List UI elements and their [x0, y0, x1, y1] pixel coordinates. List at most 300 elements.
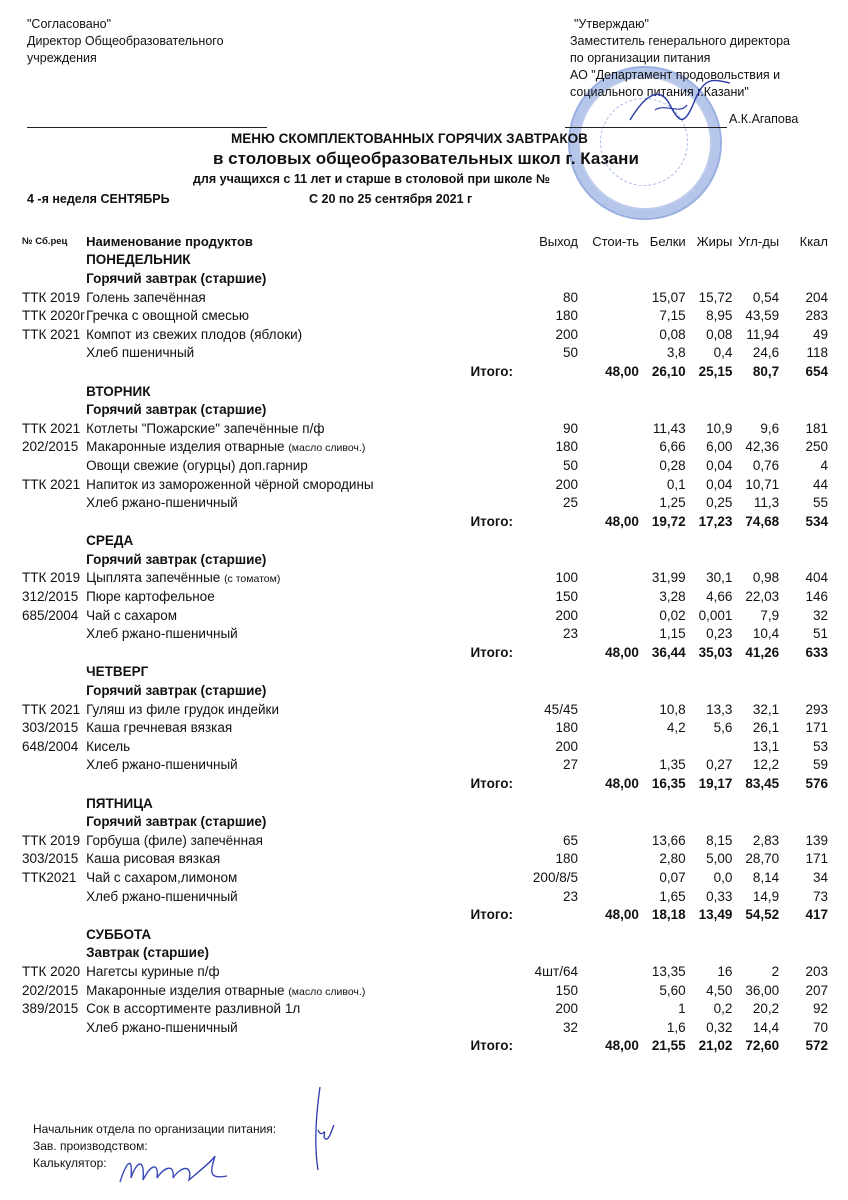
carbs-value: 26,1	[752, 720, 780, 736]
total-fat: 17,23	[698, 513, 733, 529]
cost-value	[578, 475, 639, 494]
empty-cell	[22, 681, 86, 700]
protein-value: 0,08	[659, 326, 686, 342]
table-row	[22, 981, 828, 1000]
carbs-value: 11,94	[746, 326, 780, 342]
cost-value	[578, 587, 639, 606]
total-carbs: 83,45	[745, 776, 780, 792]
recipe-code: ТТК 2019	[22, 570, 81, 586]
cost-value	[578, 288, 639, 307]
dish-note: (масло сливоч.)	[288, 442, 366, 455]
fat-value: 4,50	[706, 982, 733, 998]
recipe-code: 648/2004	[22, 738, 79, 754]
kcal-value: 44	[812, 476, 828, 492]
total-label: Итого:	[470, 1038, 514, 1054]
day-heading-row	[22, 251, 828, 270]
kcal-value: 59	[812, 757, 828, 773]
fat-value: 13,3	[706, 701, 733, 717]
empty-cell	[779, 532, 828, 551]
empty-cell	[22, 905, 86, 924]
dish-name-text: Компот из свежих плодов (яблоки)	[86, 326, 303, 342]
day-heading: ПЯТНИЦА	[86, 795, 153, 811]
table-row	[22, 850, 828, 869]
carbs-value: 7,9	[760, 607, 780, 623]
recipe-code: 202/2015	[22, 982, 79, 998]
dish-name-text: Макаронные изделия отварные	[86, 439, 289, 455]
carbs-value: 36,00	[745, 982, 780, 998]
carbs-value: 12,2	[752, 757, 780, 773]
empty-cell	[779, 663, 828, 682]
output-value: 200	[555, 738, 578, 754]
output-value: 4шт/64	[534, 963, 578, 979]
cost-value	[578, 624, 639, 643]
table-row	[22, 887, 828, 906]
recipe-code: 312/2015	[22, 589, 79, 605]
dish-name-text: Каша гречневая вязкая	[86, 720, 233, 736]
empty-cell	[22, 1037, 86, 1056]
recipe-code: ТТК 2021	[22, 420, 81, 436]
protein-value: 7,15	[659, 308, 686, 324]
empty-cell	[686, 550, 733, 569]
fat-value: 4,66	[706, 589, 733, 605]
output-value: 150	[555, 589, 578, 605]
fat-value: 0,33	[706, 888, 733, 904]
dish-note: (с томатом)	[224, 573, 281, 586]
table-row	[22, 587, 828, 606]
empty-cell	[22, 251, 86, 270]
dish-name	[86, 325, 519, 344]
protein-value: 6,66	[659, 439, 686, 455]
carbs-value: 10,71	[745, 476, 780, 492]
dish-name-text: Горбуша (филе) запечённая	[86, 832, 263, 848]
dish-name	[86, 831, 519, 850]
approval-right-line4: социального питания г.Казани"	[570, 85, 749, 99]
fat-value: 5,6	[713, 720, 733, 736]
table-row	[22, 493, 828, 512]
table-row	[22, 624, 828, 643]
protein-value: 1,15	[659, 626, 686, 642]
protein-value: 2,80	[659, 851, 686, 867]
approval-right-line1: Заместитель генерального директора	[570, 34, 791, 48]
col-output: Выход	[539, 233, 578, 249]
approval-right-line2: по организации питания	[570, 51, 711, 65]
recipe-code	[22, 756, 86, 775]
empty-cell	[519, 794, 578, 813]
empty-cell	[686, 681, 733, 700]
dish-name	[86, 1018, 519, 1037]
approval-left-label: "Согласовано"	[27, 17, 112, 31]
recipe-code: ТТК 2019	[22, 289, 81, 305]
protein-value: 1,6	[666, 1019, 686, 1035]
col-name: Наименование продуктов	[86, 233, 253, 249]
empty-cell	[519, 362, 578, 381]
dish-name	[86, 419, 519, 438]
output-value: 23	[562, 888, 578, 904]
empty-cell	[732, 663, 779, 682]
recipe-code: 202/2015	[22, 439, 79, 455]
empty-cell	[779, 944, 828, 963]
output-value: 50	[562, 457, 578, 473]
table-row	[22, 999, 828, 1018]
output-value: 100	[555, 570, 578, 586]
empty-cell	[519, 550, 578, 569]
signature-director-icon	[625, 75, 735, 130]
total-kcal: 417	[805, 907, 828, 923]
empty-cell	[686, 794, 733, 813]
empty-cell	[639, 925, 686, 944]
protein-value: 1,25	[659, 495, 686, 511]
output-value: 32	[562, 1019, 578, 1035]
total-kcal: 572	[805, 1038, 828, 1054]
empty-cell	[779, 251, 828, 270]
empty-cell	[519, 532, 578, 551]
fat-value: 8,15	[706, 832, 733, 848]
empty-cell	[732, 794, 779, 813]
protein-value: 1	[678, 1001, 686, 1017]
fat-value: 0,04	[706, 476, 733, 492]
carbs-value: 0,98	[752, 570, 780, 586]
dish-name	[86, 850, 519, 869]
approval-left-line1: Директор Общеобразовательного	[27, 34, 224, 48]
fat-value: 0,08	[706, 326, 733, 342]
total-row	[22, 774, 828, 793]
total-cost: 48,00	[605, 1038, 639, 1054]
empty-cell	[639, 681, 686, 700]
empty-cell	[578, 925, 639, 944]
meal-heading-row	[22, 400, 828, 419]
carbs-value: 24,6	[752, 345, 780, 361]
footer-production-manager: Зав. производством:	[33, 1139, 148, 1153]
carbs-value: 14,4	[752, 1019, 780, 1035]
total-carbs: 80,7	[752, 363, 780, 379]
total-protein: 16,35	[651, 776, 686, 792]
day-heading: СУББОТА	[86, 926, 152, 942]
cost-value	[578, 493, 639, 512]
total-cost: 48,00	[605, 363, 639, 379]
fat-value: 0,32	[706, 1019, 733, 1035]
dish-name	[86, 999, 519, 1018]
signature-calculator-icon	[115, 1150, 235, 1190]
cost-value	[578, 606, 639, 625]
dish-name-text: Овощи свежие (огурцы) доп.гарнир	[86, 457, 308, 473]
dish-name-text: Гречка с овощной смесью	[86, 308, 250, 324]
recipe-code: ТТК 2021	[22, 701, 81, 717]
empty-cell	[519, 944, 578, 963]
day-heading: СРЕДА	[86, 533, 134, 549]
empty-cell	[732, 532, 779, 551]
dish-name-text: Гуляш из филе грудок индейки	[86, 701, 279, 717]
empty-cell	[686, 400, 733, 419]
table-row	[22, 606, 828, 625]
footer-head-of-department: Начальник отдела по организации питания:	[33, 1122, 277, 1136]
empty-cell	[22, 643, 86, 662]
total-kcal: 534	[805, 513, 828, 529]
cost-value	[578, 737, 639, 756]
protein-value	[639, 737, 686, 756]
footer-calculator: Калькулятор:	[33, 1156, 107, 1170]
output-value: 25	[562, 495, 578, 511]
kcal-value: 49	[812, 326, 828, 342]
output-value: 200	[555, 476, 578, 492]
dish-name-text: Котлеты "Пожарские" запечённые п/ф	[86, 420, 325, 436]
empty-cell	[519, 681, 578, 700]
dish-note: (масло сливоч.)	[288, 985, 366, 998]
spacer-row	[22, 1055, 828, 1056]
cost-value	[578, 419, 639, 438]
total-carbs: 74,68	[745, 513, 780, 529]
output-value: 200	[555, 1001, 578, 1017]
kcal-value: 73	[812, 888, 828, 904]
kcal-value: 92	[812, 1001, 828, 1017]
output-value: 180	[555, 720, 578, 736]
empty-cell	[22, 944, 86, 963]
output-value: 150	[555, 982, 578, 998]
total-row	[22, 512, 828, 531]
empty-cell	[519, 643, 578, 662]
total-protein: 36,44	[651, 644, 686, 660]
total-carbs: 41,26	[745, 644, 780, 660]
dish-name-text: Голень запечённая	[86, 289, 206, 305]
empty-cell	[639, 400, 686, 419]
protein-value: 0,28	[659, 457, 686, 473]
dish-name-text: Напиток из замороженной чёрной смородины	[86, 476, 374, 492]
dish-name-text: Хлеб ржано-пшеничный	[86, 1019, 238, 1035]
fat-value: 0,0	[713, 869, 733, 885]
empty-cell	[519, 400, 578, 419]
empty-cell	[578, 269, 639, 288]
total-carbs: 54,52	[745, 907, 780, 923]
output-value: 200/8/5	[532, 869, 578, 885]
kcal-value: 171	[805, 851, 828, 867]
total-label: Итого:	[470, 644, 514, 660]
empty-cell	[686, 944, 733, 963]
table-row	[22, 1018, 828, 1037]
empty-cell	[22, 532, 86, 551]
empty-cell	[639, 794, 686, 813]
meal-heading: Горячий завтрак (старшие)	[86, 683, 267, 699]
kcal-value: 53	[812, 738, 828, 754]
empty-cell	[519, 774, 578, 793]
empty-cell	[732, 382, 779, 401]
kcal-value: 250	[805, 439, 828, 455]
dish-name-text: Хлеб ржано-пшеничный	[86, 626, 238, 642]
meal-heading-row	[22, 812, 828, 831]
protein-value: 1,35	[659, 757, 686, 773]
empty-cell	[578, 400, 639, 419]
table-row	[22, 756, 828, 775]
meal-heading-row	[22, 944, 828, 963]
total-row	[22, 1037, 828, 1056]
empty-cell	[578, 812, 639, 831]
title-line3: для учащихся с 11 лет и старше в столовой при школе №	[193, 172, 550, 186]
day-heading-row	[22, 532, 828, 551]
protein-value: 10,8	[659, 701, 686, 717]
col-kcal: Ккал	[799, 233, 828, 249]
empty-cell	[732, 944, 779, 963]
cost-value	[578, 325, 639, 344]
dish-name-text: Нагетсы куриные п/ф	[86, 963, 220, 979]
dish-name-text: Чай с сахаром	[86, 607, 178, 623]
kcal-value: 283	[805, 308, 828, 324]
output-value: 180	[555, 851, 578, 867]
dish-name-text: Чай с сахаром,лимоном	[86, 869, 238, 885]
dish-name-text: Кисель	[86, 738, 131, 754]
empty-cell	[22, 512, 86, 531]
output-value: 200	[555, 607, 578, 623]
empty-cell	[519, 269, 578, 288]
empty-cell	[732, 550, 779, 569]
fat-value: 10,9	[706, 420, 733, 436]
period-label: С 20 по 25 сентября 2021 г	[309, 192, 473, 206]
meal-heading: Горячий завтрак (старшие)	[86, 551, 267, 567]
col-fat: Жиры	[696, 233, 733, 249]
dish-name-text: Хлеб ржано-пшеничный	[86, 495, 238, 511]
dish-name-text: Сок в ассортименте разливной 1л	[86, 1001, 301, 1017]
empty-cell	[779, 925, 828, 944]
kcal-value: 70	[812, 1019, 828, 1035]
recipe-code	[22, 456, 86, 475]
approval-right-label: "Утверждаю"	[574, 17, 649, 31]
meal-heading-row	[22, 550, 828, 569]
output-value: 180	[555, 439, 578, 455]
total-cost: 48,00	[605, 776, 639, 792]
fat-value: 5,00	[706, 851, 733, 867]
spacer-cell	[22, 1055, 828, 1056]
dish-name	[86, 962, 519, 981]
cost-value	[578, 438, 639, 457]
protein-value: 3,8	[666, 345, 686, 361]
output-value: 50	[562, 345, 578, 361]
cost-value	[578, 868, 639, 887]
table-row	[22, 306, 828, 325]
empty-cell	[639, 663, 686, 682]
protein-value: 0,02	[659, 607, 686, 623]
empty-cell	[519, 512, 578, 531]
dish-name-text: Хлеб ржано-пшеничный	[86, 757, 238, 773]
total-fat: 21,02	[698, 1038, 733, 1054]
recipe-code: ТТК 2021	[22, 326, 81, 342]
kcal-value: 404	[805, 570, 828, 586]
empty-cell	[578, 944, 639, 963]
carbs-value: 2,83	[752, 832, 780, 848]
empty-cell	[686, 663, 733, 682]
kcal-value: 4	[820, 457, 828, 473]
fat-value: 16	[717, 963, 733, 979]
signature-head-icon	[308, 1085, 338, 1175]
recipe-code	[22, 887, 86, 906]
meal-heading: Горячий завтрак (старшие)	[86, 270, 267, 286]
empty-cell	[686, 532, 733, 551]
dish-name-text: Макаронные изделия отварные	[86, 982, 289, 998]
table-row	[22, 569, 828, 588]
empty-cell	[639, 382, 686, 401]
carbs-value: 22,03	[745, 589, 780, 605]
empty-cell	[639, 812, 686, 831]
dish-name	[86, 718, 519, 737]
recipe-code: ТТК2021	[22, 869, 77, 885]
kcal-value: 207	[805, 982, 828, 998]
day-heading-row	[22, 925, 828, 944]
kcal-value: 204	[805, 289, 828, 305]
total-kcal: 654	[805, 363, 828, 379]
dish-name	[86, 756, 519, 775]
dish-name	[86, 456, 519, 475]
total-label: Итого:	[470, 907, 514, 923]
empty-cell	[519, 925, 578, 944]
title-line1: МЕНЮ СКОМПЛЕКТОВАННЫХ ГОРЯЧИХ ЗАВТРАКОВ	[231, 131, 588, 146]
approval-right-signer: А.К.Агапова	[729, 112, 799, 126]
day-heading-row	[22, 382, 828, 401]
week-label: 4 -я неделя СЕНТЯБРЬ	[27, 192, 170, 206]
empty-cell	[519, 382, 578, 401]
recipe-code: ТТК 2019	[22, 832, 81, 848]
table-row	[22, 288, 828, 307]
col-protein: Белки	[649, 233, 686, 249]
empty-cell	[779, 400, 828, 419]
total-cost: 48,00	[605, 513, 639, 529]
fat-value: 15,72	[698, 289, 733, 305]
empty-cell	[686, 812, 733, 831]
kcal-value: 118	[806, 345, 828, 361]
fat-value: 0,27	[706, 757, 733, 773]
empty-cell	[639, 550, 686, 569]
empty-cell	[732, 681, 779, 700]
day-heading: ВТОРНИК	[86, 383, 151, 399]
dish-name	[86, 700, 519, 719]
total-protein: 21,55	[651, 1038, 686, 1054]
empty-cell	[578, 681, 639, 700]
output-value: 27	[562, 757, 578, 773]
carbs-value: 20,2	[752, 1001, 780, 1017]
recipe-code	[22, 344, 86, 363]
protein-value: 1,65	[659, 888, 686, 904]
empty-cell	[578, 794, 639, 813]
recipe-code	[22, 1018, 86, 1037]
empty-cell	[519, 663, 578, 682]
protein-value: 31,99	[651, 570, 686, 586]
meal-heading-row	[22, 269, 828, 288]
recipe-code: 389/2015	[22, 1001, 79, 1017]
kcal-value: 55	[812, 495, 828, 511]
output-value: 65	[562, 832, 578, 848]
kcal-value: 293	[805, 701, 828, 717]
total-row	[22, 905, 828, 924]
table-row	[22, 419, 828, 438]
recipe-code	[22, 493, 86, 512]
dish-name-text: Хлеб пшеничный	[86, 345, 195, 361]
empty-cell	[22, 925, 86, 944]
recipe-code	[22, 624, 86, 643]
cost-value	[578, 756, 639, 775]
table-row	[22, 344, 828, 363]
empty-cell	[779, 382, 828, 401]
output-value: 180	[555, 308, 578, 324]
col-carbs: Угл-ды	[738, 233, 780, 249]
dish-name	[86, 493, 519, 512]
recipe-code: 303/2015	[22, 851, 79, 867]
total-row	[22, 643, 828, 662]
table-row	[22, 456, 828, 475]
empty-cell	[779, 550, 828, 569]
empty-cell	[732, 269, 779, 288]
empty-cell	[732, 812, 779, 831]
total-fat: 13,49	[698, 907, 733, 923]
fat-value: 0,04	[706, 457, 733, 473]
dish-name	[86, 587, 519, 606]
dish-name	[86, 737, 519, 756]
total-kcal: 576	[805, 776, 828, 792]
empty-cell	[519, 905, 578, 924]
